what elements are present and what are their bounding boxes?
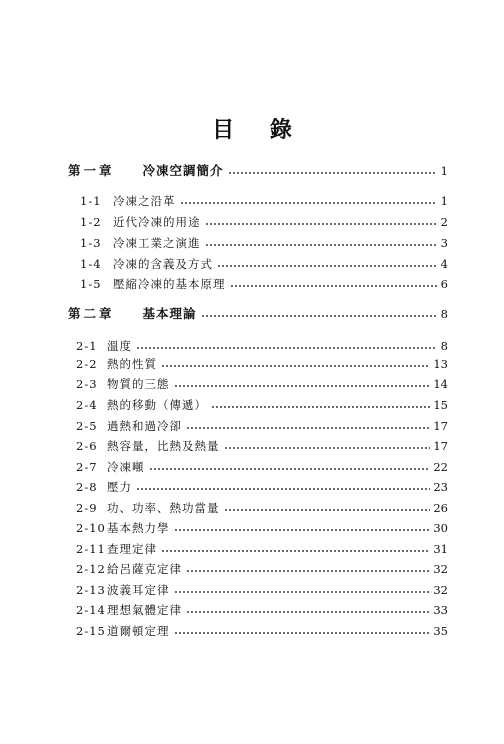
toc-entry[interactable] xyxy=(76,357,448,371)
page-number: 33 xyxy=(433,603,448,617)
section-number: 1-4 xyxy=(80,257,102,271)
section-number: 2-3 xyxy=(76,377,98,391)
toc-entry[interactable] xyxy=(76,583,448,597)
page-number: 22 xyxy=(433,460,448,474)
page-number: 8 xyxy=(440,307,448,321)
toc-entry[interactable] xyxy=(76,562,448,576)
toc-entry[interactable] xyxy=(76,460,448,474)
section-number: 2-6 xyxy=(76,439,98,453)
section-number: 1-5 xyxy=(80,277,102,291)
page-number: 4 xyxy=(440,257,448,271)
section-title: 波義耳定律 xyxy=(107,583,170,597)
section-title: 溫度 xyxy=(107,339,132,353)
page-number: 14 xyxy=(433,377,448,391)
page-number: 8 xyxy=(440,339,448,353)
section-title: 壓力 xyxy=(107,480,132,494)
dot-leader xyxy=(136,346,437,350)
dot-leader xyxy=(224,508,431,512)
toc-entry[interactable] xyxy=(76,501,448,515)
dot-leader xyxy=(180,201,438,205)
dot-leader xyxy=(228,171,437,175)
page-number: 1 xyxy=(440,164,448,178)
toc-entry[interactable] xyxy=(76,480,448,494)
section-number: 2-9 xyxy=(76,501,98,515)
dot-leader xyxy=(149,467,431,471)
chapter-title: 冷凍空調簡介 xyxy=(142,163,224,178)
section-title: 道爾頓定理 xyxy=(107,624,170,638)
toc-entry[interactable] xyxy=(76,377,448,391)
toc-entry[interactable] xyxy=(76,419,448,433)
section-title: 物質的三態 xyxy=(107,377,170,391)
page-number: 35 xyxy=(433,624,448,638)
section-number: 2-15 xyxy=(76,624,106,638)
toc-entry[interactable] xyxy=(80,194,448,208)
section-number: 2-5 xyxy=(76,419,98,433)
section-title: 熱的移動（傳遞） xyxy=(107,398,207,412)
toc-entry[interactable] xyxy=(80,236,448,250)
dot-leader xyxy=(161,364,430,368)
toc-chapter-1[interactable] xyxy=(68,164,448,178)
page-number: 32 xyxy=(433,562,448,576)
section-title: 近代冷凍的用途 xyxy=(113,215,201,229)
dot-leader xyxy=(136,487,430,491)
section-title: 理想氣體定律 xyxy=(107,603,182,617)
dot-leader xyxy=(205,243,438,247)
section-title: 給呂薩克定律 xyxy=(107,562,182,576)
section-number: 2-14 xyxy=(76,603,106,617)
section-number: 2-13 xyxy=(76,583,106,597)
page-number: 6 xyxy=(440,277,448,291)
dot-leader xyxy=(217,264,437,268)
section-title: 壓縮冷凍的基本原理 xyxy=(113,277,226,291)
chapter-number: 第一章 xyxy=(68,163,115,178)
dot-leader xyxy=(211,405,430,409)
section-number: 2-2 xyxy=(76,357,98,371)
toc-entry[interactable] xyxy=(76,542,448,556)
dot-leader xyxy=(186,610,430,614)
page-number: 17 xyxy=(433,439,448,453)
page-number: 13 xyxy=(433,357,448,371)
section-title: 冷凍噸 xyxy=(107,460,145,474)
section-number: 2-11 xyxy=(76,542,106,556)
page-number: 31 xyxy=(433,542,448,556)
section-number: 2-8 xyxy=(76,480,98,494)
dot-leader xyxy=(174,384,431,388)
toc-entry[interactable] xyxy=(76,603,448,617)
page-number: 32 xyxy=(433,583,448,597)
section-title: 熱的性質 xyxy=(107,357,157,371)
toc-entry[interactable] xyxy=(80,277,448,291)
chapter-title: 基本理論 xyxy=(142,306,197,321)
page-number: 15 xyxy=(433,398,448,412)
section-number: 2-12 xyxy=(76,562,106,576)
page-title: 目 錄 xyxy=(212,118,306,143)
toc-entry[interactable] xyxy=(76,624,448,638)
section-title: 冷凍的含義及方式 xyxy=(113,257,213,271)
dot-leader xyxy=(186,426,430,430)
toc-entry[interactable] xyxy=(80,257,448,271)
page-number: 23 xyxy=(433,480,448,494)
dot-leader xyxy=(174,590,431,594)
section-title: 查理定律 xyxy=(107,542,157,556)
toc-entry[interactable] xyxy=(76,398,448,412)
toc-chapter-2[interactable] xyxy=(68,307,448,321)
page-number: 26 xyxy=(433,501,448,515)
dot-leader xyxy=(205,222,438,226)
section-number: 2-4 xyxy=(76,398,98,412)
dot-leader xyxy=(174,631,431,635)
page-number: 17 xyxy=(433,419,448,433)
section-number: 2-10 xyxy=(76,521,106,535)
section-title: 功、功率、熱功當量 xyxy=(107,501,220,515)
page-number: 30 xyxy=(433,521,448,535)
section-number: 2-1 xyxy=(76,339,98,353)
page-number: 3 xyxy=(440,236,448,250)
dot-leader xyxy=(224,446,431,450)
section-title: 冷凍工業之演進 xyxy=(113,236,201,250)
section-title: 基本熱力學 xyxy=(107,521,170,535)
dot-leader xyxy=(201,314,437,318)
toc-entry[interactable] xyxy=(76,521,448,535)
dot-leader xyxy=(174,528,431,532)
section-number: 2-7 xyxy=(76,460,98,474)
section-title: 熱容量，比熱及熱量 xyxy=(107,439,220,453)
dot-leader xyxy=(161,549,430,553)
section-title: 過熱和過冷卻 xyxy=(107,419,182,433)
section-number: 1-2 xyxy=(80,215,102,229)
toc-entry[interactable] xyxy=(76,339,448,353)
dot-leader xyxy=(186,569,430,573)
toc-entry[interactable] xyxy=(76,439,448,453)
toc-entry[interactable] xyxy=(80,215,448,229)
chapter-number: 第二章 xyxy=(68,306,115,321)
dot-leader xyxy=(230,284,438,288)
section-number: 1-3 xyxy=(80,236,102,250)
section-number: 1-1 xyxy=(80,194,102,208)
page-number: 1 xyxy=(440,194,448,208)
page-number: 2 xyxy=(440,215,448,229)
section-title: 冷凍之沿革 xyxy=(113,194,176,208)
